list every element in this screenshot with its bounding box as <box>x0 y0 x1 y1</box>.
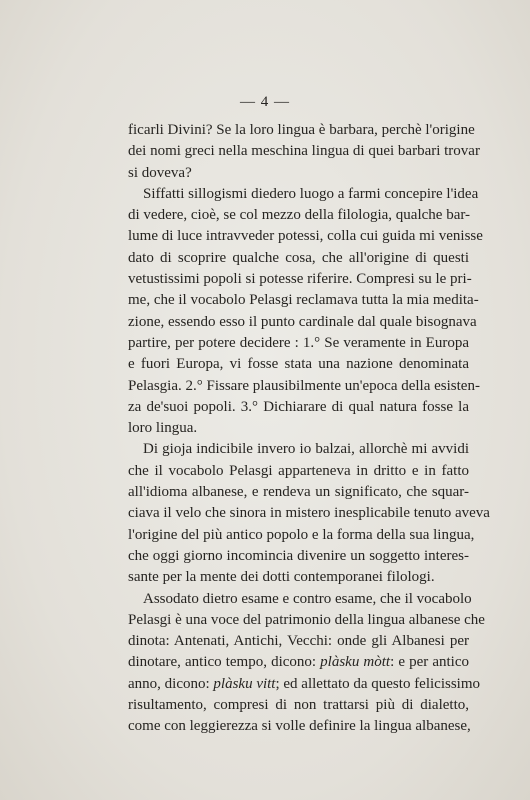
text-line <box>128 631 469 652</box>
text-line <box>128 418 469 439</box>
text-segment: lume di luce intravveder potessi, colla cui guida mi venisse <box>128 228 483 245</box>
text-line <box>128 610 485 631</box>
text-segment: ciava il velo che sinora in mistero inesplicabile tenuto aveva <box>128 505 490 522</box>
text-line <box>128 482 469 503</box>
text-line <box>128 695 469 716</box>
text-line <box>128 205 469 226</box>
text-line <box>128 716 469 737</box>
text-line <box>128 674 481 695</box>
text-segment: Pelasgia. 2.° Fissare plausibilmente un'epoca della esisten- <box>128 377 480 394</box>
text-line <box>128 525 475 546</box>
text-segment: ficarli Divini? Se la loro lingua è barbara, perchè l'origine <box>128 122 475 138</box>
body-text <box>128 120 490 738</box>
text-segment: Siffatti sillogismi diedero luogo a farmi concepire l'idea <box>143 185 479 202</box>
text-line <box>128 248 469 269</box>
text-segment: vetustissimi popoli si potesse riferire. Compresi su le pri- <box>128 271 472 288</box>
text-segment: e fuori Europa, vi fosse stata una nazione denominata <box>128 356 469 373</box>
text-segment: partire, per potere decidere : 1.° Se veramente in Europa <box>128 334 469 351</box>
text-line <box>128 226 483 247</box>
text-segment: di vedere, cioè, se col mezzo della filologia, qualche bar- <box>128 207 471 224</box>
text-segment: Di gioja indicibile invero io balzai, allorchè mi avvidi <box>143 441 469 458</box>
italic-term: plàsku vitt <box>213 675 276 692</box>
text-segment: che il vocabolo Pelasgi apparteneva in dritto e in fatto <box>128 462 469 479</box>
text-segment: Pelasgi è una voce del patrimonio della lingua albanese che <box>128 611 485 628</box>
text-line <box>128 397 469 418</box>
text-line <box>128 141 480 162</box>
text-line <box>128 439 469 460</box>
text-segment: come con leggierezza si volle definire la lingua albanese, <box>128 718 471 735</box>
text-line <box>128 269 472 290</box>
text-line <box>128 589 472 610</box>
text-line <box>128 184 479 205</box>
text-segment: za de'suoi popoli. 3.° Dichiarare di qual natura fosse la <box>128 398 469 415</box>
italic-term: plàsku mòtt <box>320 654 391 671</box>
text-segment: che oggi giorno incomincia divenire un soggetto interes- <box>128 547 469 564</box>
text-segment: me, che il vocabolo Pelasgi reclamava tutta la mia medita- <box>128 292 479 309</box>
text-segment: dei nomi greci nella meschina lingua di quei barbari trovar <box>128 143 480 160</box>
text-segment: dinota: Antenati, Antichi, Vecchi: onde gli Albanesi per <box>128 633 469 650</box>
text-line <box>128 163 469 184</box>
text-line <box>128 376 480 397</box>
text-segment: Assodato dietro esame e contro esame, che il vocabolo <box>143 590 472 607</box>
text-line <box>128 461 469 482</box>
text-segment: anno, dicono: <box>128 675 214 692</box>
text-segment: all'idioma albanese, e rendeva un significato, che squar- <box>128 484 469 501</box>
text-line <box>128 503 490 524</box>
text-segment: : e per antico <box>390 654 469 671</box>
text-line <box>128 567 469 588</box>
text-line <box>128 652 469 673</box>
text-segment: ; ed allettato da questo felicissimo <box>275 675 481 692</box>
text-line <box>128 290 479 311</box>
text-segment: risultamento, compresi di non trattarsi più di dialetto, <box>128 697 469 714</box>
text-line <box>128 354 469 375</box>
text-segment: sante per la mente dei dotti contemporanei filologi. <box>128 569 435 586</box>
text-line <box>128 312 477 333</box>
text-segment: si doveva? <box>128 164 192 181</box>
page-number: — 4 — <box>240 94 290 110</box>
text-line <box>128 120 475 141</box>
text-segment: zione, essendo esso il punto cardinale dal quale bisognava <box>128 313 477 330</box>
text-segment: dato di scoprire qualche cosa, che all'origine di questi <box>128 249 469 266</box>
text-segment: dinotare, antico tempo, dicono: <box>128 654 321 671</box>
text-segment: loro lingua. <box>128 420 198 437</box>
text-segment: l'origine del più antico popolo e la forma della sua lingua, <box>128 526 475 543</box>
text-line <box>128 546 469 567</box>
text-line <box>128 333 469 354</box>
